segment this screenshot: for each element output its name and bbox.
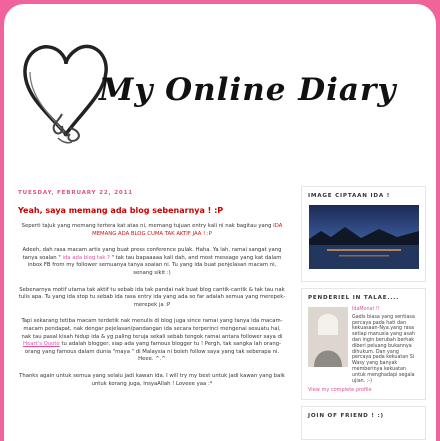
post-quote-text: ida ada blog tak ? [62, 254, 110, 261]
post-paragraph: Thanks again untuk semua yang selalu jadi kawan ida. I will try my best untuk jadi kawan yang baik untuk korang juga, InsyaAllah ! Loveee yaa :* [19, 372, 285, 387]
followers-widget [301, 406, 426, 440]
profile-info [352, 307, 419, 384]
scenic-lake-image[interactable] [309, 205, 419, 269]
sidebar [301, 186, 426, 441]
post-body [18, 223, 286, 388]
post-highlight-text: IDA MEMANG ADA BLOG CUMA TAK AKTIF JAA ! :P [92, 223, 283, 237]
post-paragraph [18, 318, 286, 364]
profile-widget [301, 288, 426, 400]
post-text: Tapi sekarang tetiba macam terdetik nak menulis di blog juga since ramai yang tanya ida macam-macam pendapat, nak dengar pejelasan/pandangan ida secara terperinci mengenai sesuatu hal, nak tau pasal kisah hidup ida & yg paling teruja sekali sebab tengok ramai antara follower saya di [21, 318, 283, 340]
post-text: " tak tau bapaaaaa kali dah, and most message yang kat dalam inbox FB from my follower semuanya tanya soalan ni. Tu yang ida buat penjelasan macam ni, senang sikit :) [27, 254, 282, 276]
blog-title[interactable]: My Online Diary [99, 72, 397, 108]
view-profile-link[interactable]: View my complete profile [308, 387, 372, 394]
post-paragraph [18, 223, 286, 238]
post-paragraph [18, 247, 286, 277]
blog-header [4, 4, 436, 154]
post-text: Adeeh, dah rasa macam artis yang buat press conference pulak. Haha. Ya lah, ramai sangat yang tanya soalan " [22, 247, 282, 261]
blog-page [4, 4, 436, 441]
profile-description: Gadis biasa yang sentiasa percaya pada hati dan kekuasaan-Nya.yang rasa setiap manusia yang asah dan ingin berubah berhak diberi peluang bukannya dihukum. Dan yang percaya pada kekuatan Si Wasy yang banyak memberinya kekuatan untuk menghadapi segala ujian. :-) [352, 314, 415, 384]
post-paragraph: Sebenarnya motif utama tak aktif tu sebab ida tak pandai nak buat blog cantik-cantik & tak tau nak tulis apa. Tu yang ida stop tu sebab ida rasa entry ida yang ada so far adalah semua yang merepek-merepek ja :P [18, 286, 286, 308]
profile-name-link[interactable]: IdaMonat !! [352, 307, 380, 312]
post-title[interactable]: Yeah, saya memang ada blog sebenarnya ! :P [18, 206, 224, 215]
post-text: Seperti tajuk yang memang tertera kat atas ni, memang tujuan entry kali ni nak bagitau yang [21, 223, 274, 229]
profile-row [308, 307, 419, 384]
post-date: TUESDAY, FEBRUARY 22, 2011 [18, 190, 133, 196]
image-widget [301, 186, 426, 282]
main-column [18, 190, 286, 397]
hearts-quote-link[interactable]: Heart's Quote [23, 341, 60, 348]
widget-title: JOIN OF FRIEND ! :) [308, 413, 384, 420]
widget-title: IMAGE CIPTAAN IDA ! [308, 193, 391, 199]
widget-title: PENDERIEL IN TALAE.... [308, 295, 400, 301]
profile-avatar-image[interactable] [308, 307, 348, 367]
post-text: tu adalah blogger, siap ada yang famous blogger tu ! Pergh, tak sangka lah orang-orang yang famous dalam dunia "maya " di Malaysia ni boleh follow saya yang tak seberapa ni. Heee. ^.^ [24, 341, 281, 363]
